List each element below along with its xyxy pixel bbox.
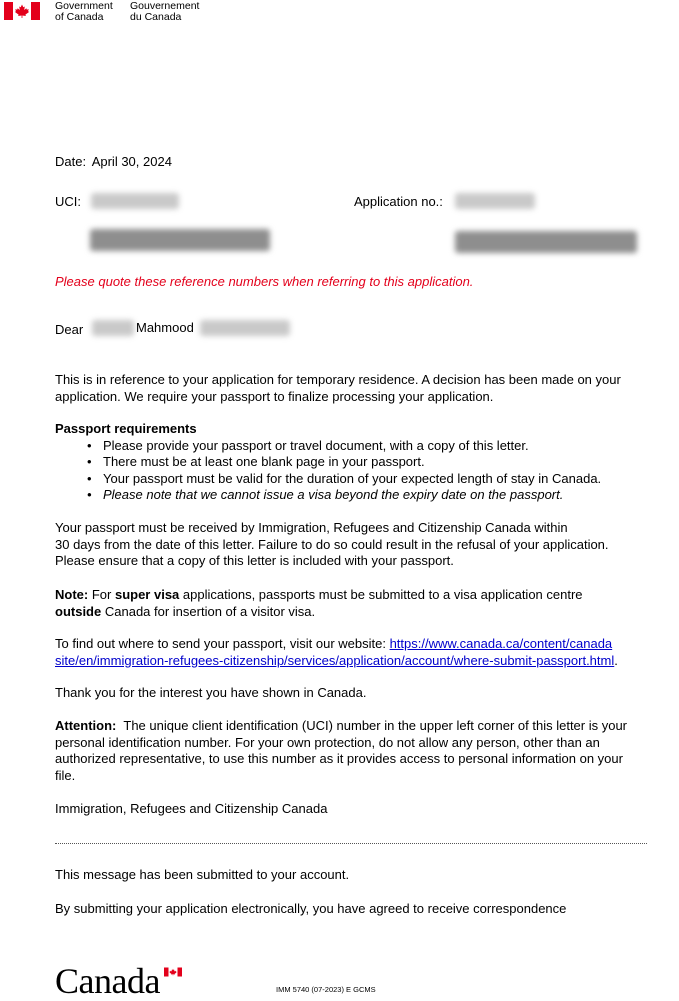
date-label: Date: xyxy=(55,154,87,169)
attention-label: Attention: xyxy=(55,718,117,733)
note-outside: outside xyxy=(55,603,102,619)
list-item: • There must be at least one blank page in your passport. xyxy=(55,454,655,471)
where-submit-passport-link-continued[interactable]: site/en/immigration-refugees-citizenship/services/application/account/where-submit-passport.html xyxy=(55,652,615,668)
attention-paragraph xyxy=(55,718,645,784)
attention-text: The unique client identification (UCI) number in the upper left corner of this letter is your personal identification number. For your own protection, do not allow any person, other than an authorized representative, to use this number as it provides access to personal information on your file. xyxy=(55,718,628,783)
note-text: For xyxy=(91,587,112,602)
note-text: Canada for insertion of a visitor visa. xyxy=(104,603,316,619)
received-line1: Your passport must be received by Immigration, Refugees and Citizenship Canada within xyxy=(55,520,568,535)
received-line3: Please ensure that a copy of this letter is included with your passport. xyxy=(55,553,454,568)
note-label: Note: xyxy=(55,587,89,602)
quote-reference-notice: Please quote these reference numbers when referring to this application. xyxy=(55,274,474,289)
salutation-dear: Dear xyxy=(55,322,84,337)
gouvernement-du-canada-label xyxy=(130,1,199,23)
date-line xyxy=(55,154,172,171)
gov-en-line2: of Canada xyxy=(55,11,104,23)
first-name-redacted xyxy=(92,320,134,336)
submitted-message: This message has been submitted to your account. xyxy=(55,867,350,882)
gov-fr-line2: du Canada xyxy=(130,11,182,23)
last-name-redacted xyxy=(200,320,290,336)
gov-en-line1: Government xyxy=(55,0,113,12)
uci-redacted xyxy=(91,193,179,209)
thanks-paragraph: Thank you for the interest you have shown in Canada. xyxy=(55,685,367,700)
recipient-name: Mahmood xyxy=(136,320,194,335)
website-paragraph xyxy=(55,636,655,669)
website-text: To find out where to send your passport, visit our website: xyxy=(55,636,386,651)
redacted-block-right xyxy=(455,231,637,253)
requirements-list xyxy=(55,438,655,504)
list-item: • Please provide your passport or travel document, with a copy of this letter. xyxy=(55,438,655,455)
list-item: • Please note that we cannot issue a visa beyond the expiry date on the passport. xyxy=(55,487,655,504)
note-paragraph xyxy=(55,587,625,620)
signature: Immigration, Refugees and Citizenship Canada xyxy=(55,801,328,816)
dotted-divider xyxy=(55,843,647,844)
agreement-message: By submitting your application electronically, you have agreed to receive correspondence xyxy=(55,901,567,916)
note-super-visa: super visa xyxy=(114,587,180,602)
gov-fr-line1: Gouvernement xyxy=(130,0,200,12)
wordmark-flag-icon xyxy=(164,967,182,977)
form-code: IMM 5740 (07-2023) E GCMS xyxy=(276,985,376,994)
received-line2: 30 days from the date of this letter. Failure to do so could result in the refusal of your application. xyxy=(55,536,609,552)
intro-paragraph: This is in reference to your application for temporary residence. A decision has been made on your application. We require your passport to finalize processing your application. xyxy=(55,372,621,404)
application-number-label: Application no.: xyxy=(354,194,443,209)
canada-flag-icon xyxy=(4,2,40,20)
received-paragraph xyxy=(55,520,655,570)
website-period: . xyxy=(614,652,618,668)
canada-wordmark: Canada xyxy=(55,961,160,1001)
list-item: • Your passport must be valid for the duration of your expected length of stay in Canada. xyxy=(55,471,655,488)
government-of-canada-label xyxy=(55,1,113,23)
application-number-redacted xyxy=(455,193,535,209)
redacted-block-left xyxy=(90,229,270,251)
date-value: April 30, 2024 xyxy=(91,154,172,169)
passport-requirements-section xyxy=(55,421,655,504)
note-text: applications, passports must be submitted to a visa application centre xyxy=(182,587,583,602)
requirements-heading: Passport requirements xyxy=(55,421,197,436)
where-submit-passport-link[interactable]: https://www.canada.ca/content/canada xyxy=(389,636,613,651)
uci-label: UCI: xyxy=(55,194,81,209)
